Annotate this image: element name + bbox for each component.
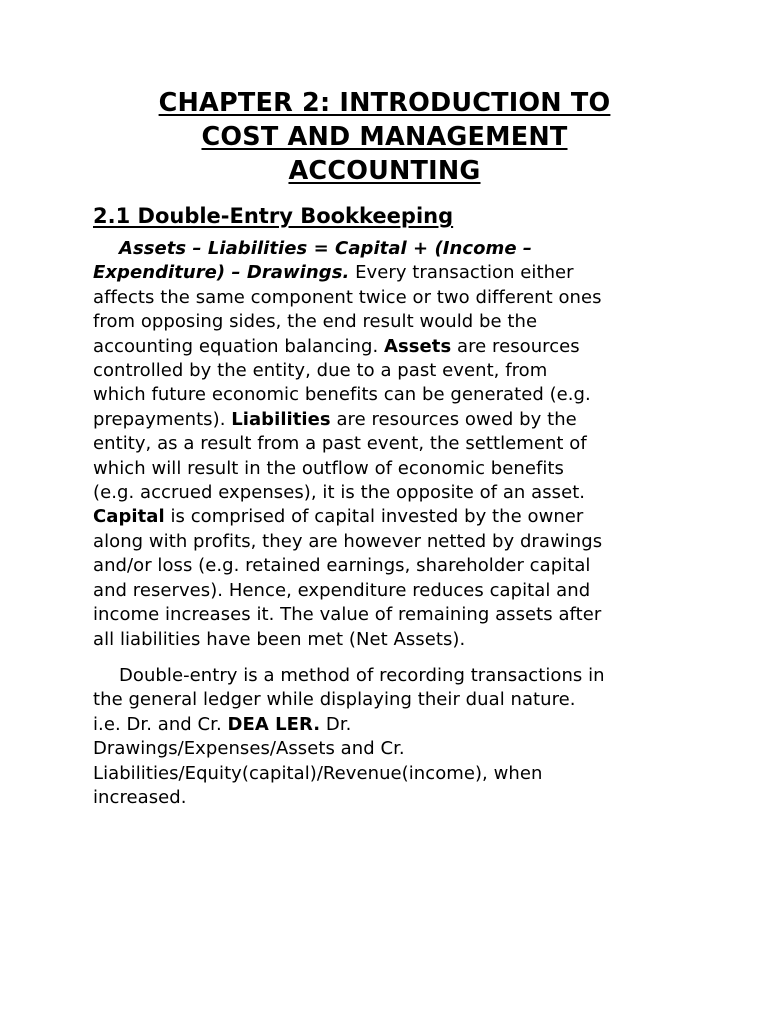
text-line: and reserves). Hence, expenditure reduces capital and: [93, 579, 591, 601]
body-paragraph-2: [93, 664, 676, 810]
text-line: income increases it. The value of remaining assets after: [93, 604, 602, 626]
text-run: are resources owed by the: [330, 408, 577, 430]
text-line: (e.g. accrued expenses), it is the opposite of an asset.: [93, 482, 586, 504]
text-line: entity, as a result from a past event, the settlement of: [93, 433, 587, 455]
text-run: accounting equation balancing.: [93, 335, 385, 357]
text-run: Dr.: [320, 713, 352, 735]
chapter-title-line: CHAPTER 2: INTRODUCTION TO: [158, 88, 611, 118]
term-dealer: DEA LER.: [227, 713, 321, 735]
text-line: along with profits, they are however netted by drawings: [93, 530, 603, 552]
chapter-title-line: COST AND MANAGEMENT: [201, 122, 568, 152]
text-line: controlled by the entity, due to a past event, from: [93, 360, 548, 382]
text-run: prepayments).: [93, 408, 232, 430]
text-line: [93, 261, 676, 285]
text-run: i.e. Dr. and Cr.: [93, 713, 228, 735]
text-line: and/or loss (e.g. retained earnings, shareholder capital: [93, 555, 591, 577]
text-line: Double-entry is a method of recording transactions in: [119, 664, 605, 686]
chapter-title-line: ACCOUNTING: [288, 156, 481, 186]
text-line: [93, 505, 676, 529]
text-line: the general ledger while displaying their dual nature.: [93, 689, 576, 711]
text-line: which will result in the outflow of economic benefits: [93, 457, 564, 479]
text-line: which future economic benefits can be generated (e.g.: [93, 384, 591, 406]
text-run: is comprised of capital invested by the owner: [164, 506, 584, 528]
text-line: [93, 335, 676, 359]
text-line: all liabilities have been met (Net Assets).: [93, 628, 466, 650]
term-assets: Assets: [384, 335, 452, 357]
term-capital: Capital: [93, 506, 165, 528]
text-line: increased.: [93, 786, 187, 808]
chapter-title: [93, 86, 676, 188]
body-paragraph-1: [93, 237, 676, 652]
accounting-equation-cont: Expenditure) – Drawings.: [93, 262, 350, 284]
text-run: are resources: [451, 335, 580, 357]
term-liabilities: Liabilities: [231, 408, 331, 430]
section-heading: 2.1 Double-Entry Bookkeeping: [93, 204, 454, 228]
text-line: [93, 713, 676, 737]
text-line: [93, 237, 676, 261]
text-line: from opposing sides, the end result would be the: [93, 311, 538, 333]
text-line: Liabilities/Equity(capital)/Revenue(income), when: [93, 762, 543, 784]
text-run: Every transaction either: [349, 262, 574, 284]
text-line: [93, 408, 676, 432]
text-line: affects the same component twice or two different ones: [93, 286, 602, 308]
text-line: Drawings/Expenses/Assets and Cr.: [93, 738, 405, 760]
accounting-equation: Assets – Liabilities = Capital + (Income –: [119, 238, 532, 259]
